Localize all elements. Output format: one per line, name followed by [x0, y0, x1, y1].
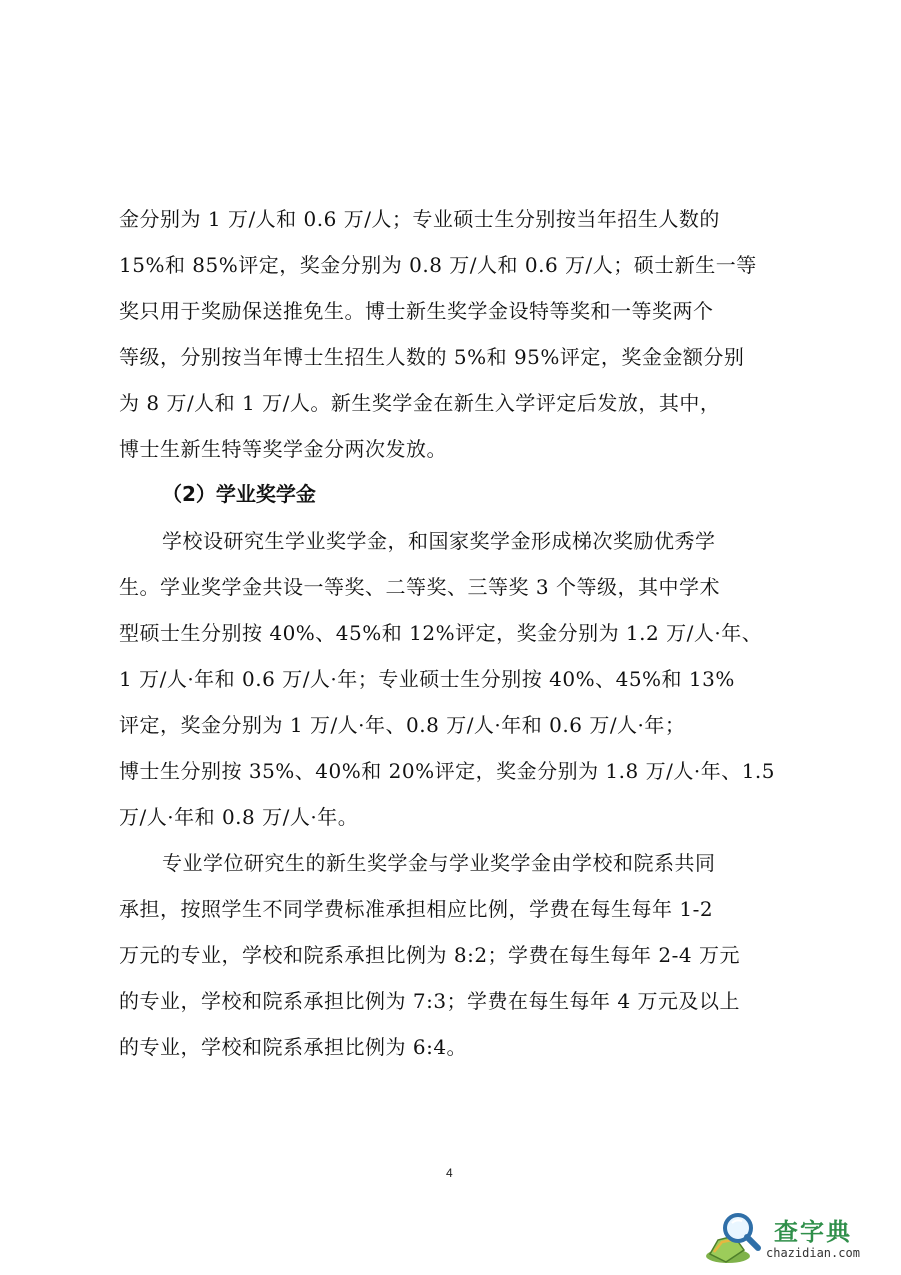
paragraph-3-line-4: 的专业，学校和院系承担比例为 7:3；学费在每生每年 4 万元及以上 [119, 989, 740, 1013]
paragraph-1-line-6: 博士生新生特等奖学金分两次发放。 [119, 437, 447, 461]
paragraph-3-line-3: 万元的专业，学校和院系承担比例为 8:2；学费在每生每年 2-4 万元 [119, 943, 740, 967]
section-heading: （2）学业奖学金 [162, 482, 316, 506]
page-number: 4 [446, 1166, 453, 1180]
watermark-logo[interactable] [704, 1208, 894, 1268]
paragraph-3-line-5: 的专业，学校和院系承担比例为 6:4。 [119, 1035, 468, 1059]
paragraph-1-line-3: 奖只用于奖励保送推免生。博士新生奖学金设特等奖和一等奖两个 [119, 299, 714, 323]
paragraph-2-line-4: 1 万/人·年和 0.6 万/人·年；专业硕士生分别按 40%、45%和 13% [119, 667, 735, 691]
watermark-brand-text: 查字典 [774, 1218, 852, 1246]
paragraph-2-line-1: 学校设研究生学业奖学金，和国家奖学金形成梯次奖励优秀学 [162, 529, 716, 553]
paragraph-1-line-1: 金分别为 1 万/人和 0.6 万/人；专业硕士生分别按当年招生人数的 [119, 207, 720, 231]
paragraph-1-line-5: 为 8 万/人和 1 万/人。新生奖学金在新生入学评定后发放，其中， [119, 391, 721, 415]
paragraph-2-line-2: 生。学业奖学金共设一等奖、二等奖、三等奖 3 个等级，其中学术 [119, 575, 720, 599]
paragraph-1-line-4: 等级，分别按当年博士生招生人数的 5%和 95%评定，奖金金额分别 [119, 345, 745, 369]
paragraph-3-line-2: 承担，按照学生不同学费标准承担相应比例，学费在每生每年 1-2 [119, 897, 714, 921]
magnifier-icon [704, 1208, 766, 1268]
paragraph-3-line-1: 专业学位研究生的新生奖学金与学业奖学金由学校和院系共同 [162, 851, 716, 875]
paragraph-2-line-5: 评定，奖金分别为 1 万/人·年、0.8 万/人·年和 0.6 万/人·年； [119, 713, 686, 737]
paragraph-2-line-3: 型硕士生分别按 40%、45%和 12%评定，奖金分别为 1.2 万/人·年、 [119, 621, 763, 645]
paragraph-2-line-6: 博士生分别按 35%、40%和 20%评定，奖金分别为 1.8 万/人·年、1.5 [119, 759, 775, 783]
paragraph-1-line-2: 15%和 85%评定，奖金分别为 0.8 万/人和 0.6 万/人；硕士新生一等 [119, 253, 757, 277]
paragraph-2-line-7: 万/人·年和 0.8 万/人·年。 [119, 805, 359, 829]
watermark-domain: chazidian.com [766, 1246, 860, 1260]
